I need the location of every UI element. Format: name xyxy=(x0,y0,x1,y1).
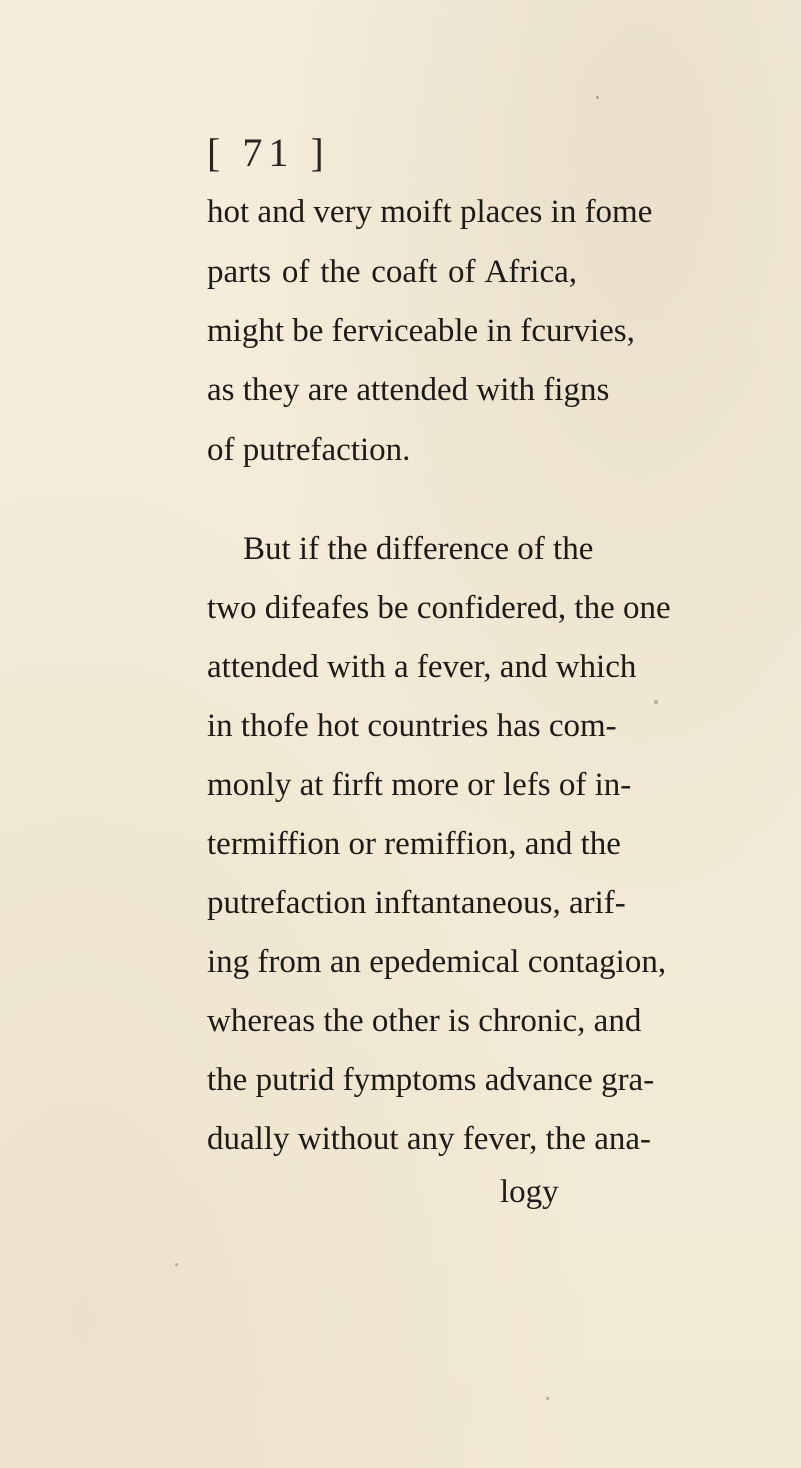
paper-speck xyxy=(654,700,658,704)
page-number: [ 71 ] xyxy=(207,130,330,175)
paper-speck xyxy=(596,96,599,99)
text-line: of putrefaction. xyxy=(207,432,411,468)
text-line: But if the difference of the xyxy=(243,531,594,567)
text-line: monly at firft more or lefs of in- xyxy=(207,767,632,803)
text-line: ing from an epedemical contagion, xyxy=(207,944,667,980)
catchword: logy xyxy=(500,1174,559,1210)
text-line: as they are attended with figns xyxy=(207,372,610,408)
text-line: parts of the coaft of Africa, xyxy=(207,254,577,290)
text-line: the putrid fymptoms advance gra- xyxy=(207,1062,655,1098)
text-line: in thofe hot countries has com- xyxy=(207,708,617,744)
text-line: might be ferviceable in fcurvies, xyxy=(207,313,635,349)
text-line: attended with a fever, and which xyxy=(207,649,637,685)
text-line: dually without any fever, the ana- xyxy=(207,1121,652,1157)
text-line: two difeafes be confidered, the one xyxy=(207,590,671,626)
paper-speck xyxy=(546,1397,549,1400)
text-line: termiffion or remiffion, and the xyxy=(207,826,621,862)
paper-speck xyxy=(175,1263,178,1266)
text-line: whereas the other is chronic, and xyxy=(207,1003,642,1039)
text-line: hot and very moift places in fome xyxy=(207,194,653,230)
text-line: putrefaction inftantaneous, arif- xyxy=(207,885,626,921)
